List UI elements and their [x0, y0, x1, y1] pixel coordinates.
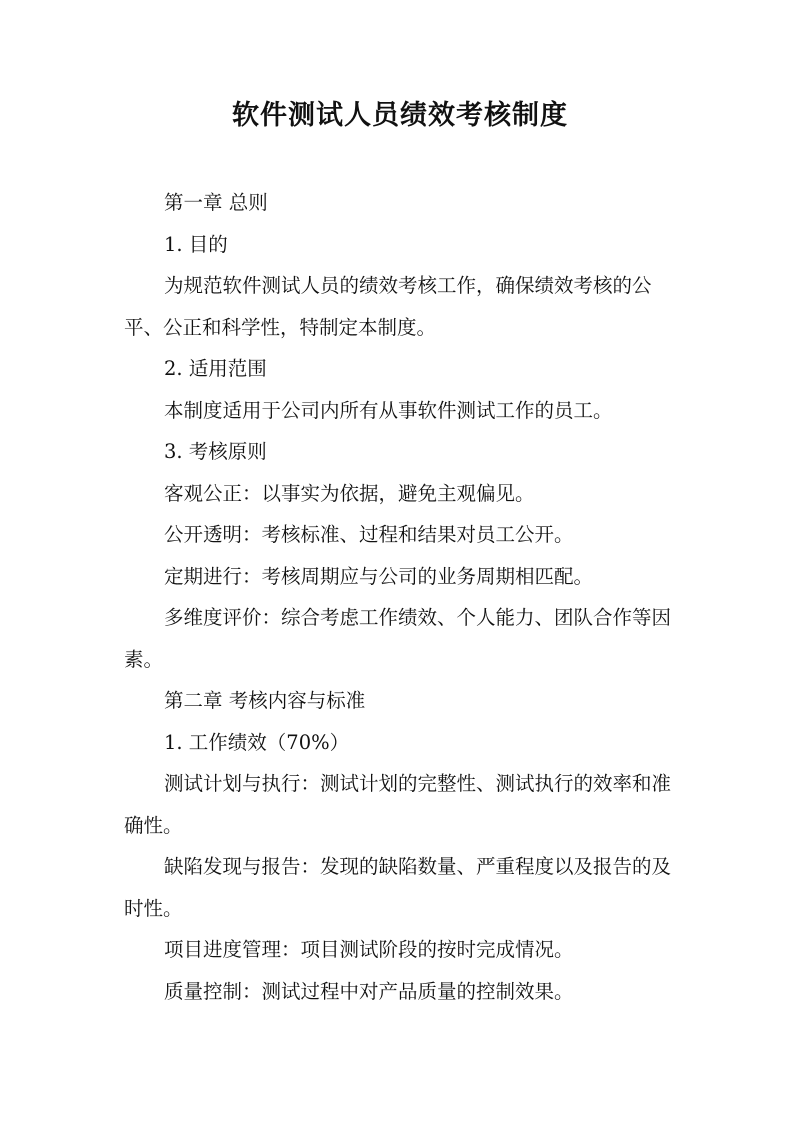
- paragraph: 项目进度管理：项目测试阶段的按时完成情况。: [164, 938, 574, 961]
- paragraph: 公开透明：考核标准、过程和结果对员工公开。: [164, 523, 574, 546]
- document-body: [124, 182, 684, 1012]
- section-heading: 1. 工作绩效（70%）: [164, 730, 350, 754]
- paragraph: 测试计划与执行：测试计划的完整性、测试执行的效率和准确性。: [124, 772, 672, 837]
- paragraph: 定期进行：考核周期应与公司的业务周期相匹配。: [164, 564, 594, 588]
- paragraph: 多维度评价：综合考虑工作绩效、个人能力、团队合作等因素。: [124, 606, 672, 671]
- paragraph: 质量控制：测试过程中对产品质量的控制效果。: [164, 979, 574, 1003]
- section-heading: 1. 目的: [164, 232, 228, 256]
- document-title: 软件测试人员绩效考核制度: [232, 100, 568, 131]
- section-heading: 3. 考核原则: [164, 440, 267, 463]
- section-heading: 2. 适用范围: [164, 357, 267, 380]
- chapter-heading: 第一章 总则: [164, 191, 268, 214]
- chapter-heading: 第二章 考核内容与标准: [164, 689, 366, 712]
- paragraph: 本制度适用于公司内所有从事软件测试工作的员工。: [164, 398, 613, 422]
- paragraph: 缺陷发现与报告：发现的缺陷数量、严重程度以及报告的及时性。: [124, 855, 672, 920]
- paragraph: 客观公正：以事实为依据，避免主观偏见。: [164, 481, 535, 505]
- paragraph: 为规范软件测试人员的绩效考核工作，确保绩效考核的公平、公正和科学性，特制定本制度。: [124, 274, 652, 339]
